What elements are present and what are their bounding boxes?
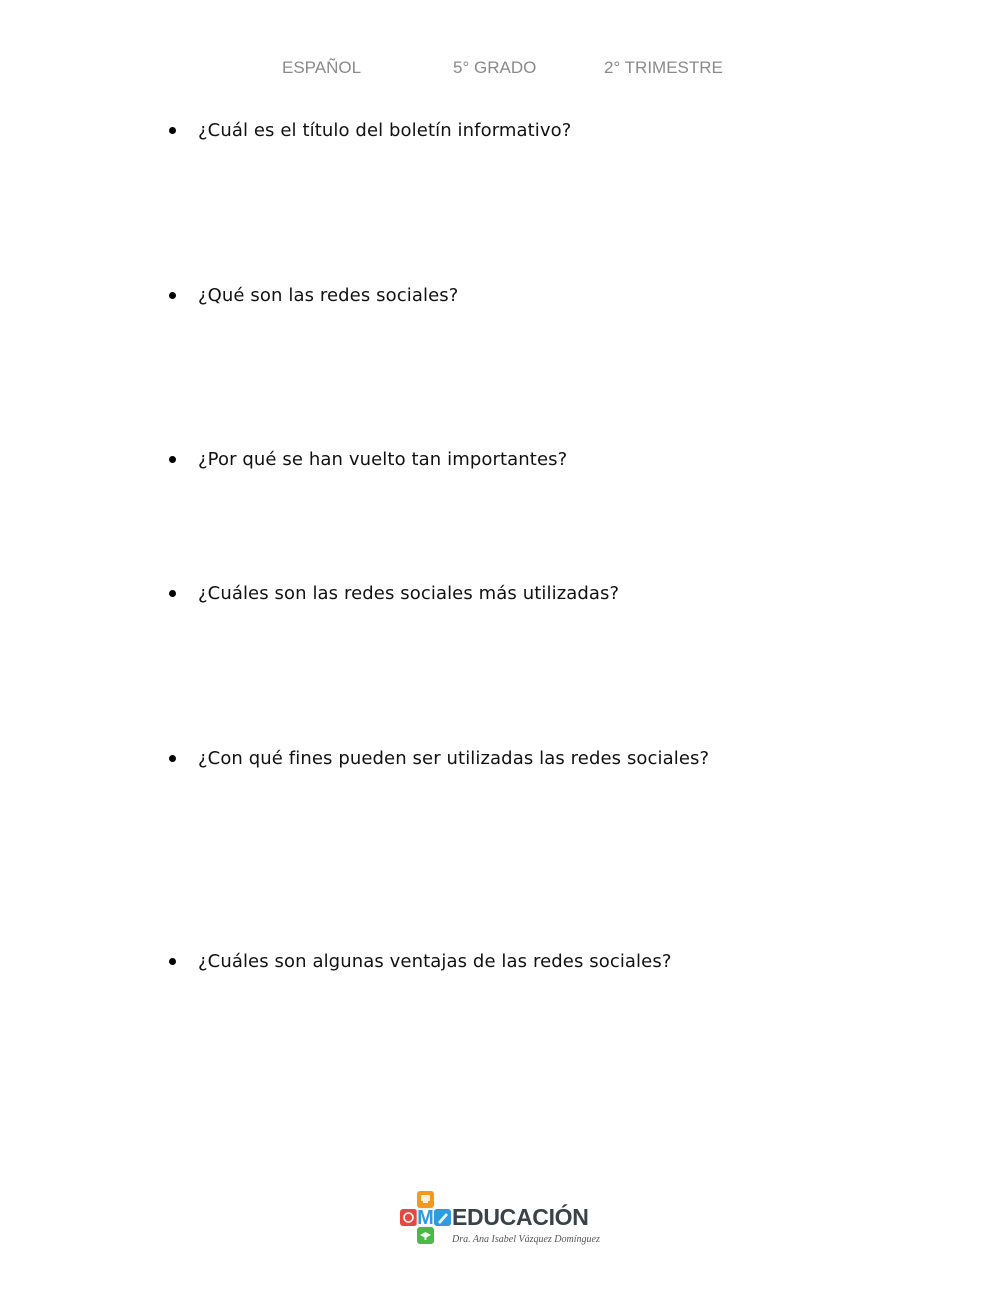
logo-mark-letter: M — [417, 1207, 434, 1229]
bullet-icon — [169, 755, 176, 762]
question-item — [166, 580, 619, 606]
logo-mark-icon — [400, 1190, 452, 1246]
bullet-icon — [169, 958, 176, 965]
educacion-logo — [400, 1190, 600, 1250]
question-item — [166, 282, 458, 308]
question-text: ¿Cuáles son algunas ventajas de las redes sociales? — [198, 950, 672, 972]
bullet-icon — [169, 292, 176, 299]
bullet-icon — [169, 590, 176, 597]
header-term: 2° TRIMESTRE — [604, 58, 723, 77]
logo-name: EDUCACIÓN — [452, 1204, 589, 1230]
header-grade: 5° GRADO — [453, 58, 537, 77]
bullet-icon — [169, 127, 176, 134]
question-item — [166, 948, 671, 974]
bullet-icon — [169, 456, 176, 463]
worksheet-header — [0, 58, 1000, 82]
question-text: ¿Cuáles son las redes sociales más utilizadas? — [198, 582, 620, 604]
question-text: ¿Por qué se han vuelto tan importantes? — [198, 448, 568, 470]
question-text: ¿Con qué fines pueden ser utilizadas las redes sociales? — [198, 747, 710, 769]
question-item — [166, 745, 709, 771]
question-item — [166, 446, 567, 472]
question-text: ¿Qué son las redes sociales? — [198, 284, 459, 306]
question-item — [166, 117, 571, 143]
header-subject: ESPAÑOL — [282, 58, 362, 77]
logo-author: Dra. Ana Isabel Vázquez Domínguez — [452, 1234, 600, 1245]
question-text: ¿Cuál es el título del boletín informativo? — [198, 119, 572, 141]
